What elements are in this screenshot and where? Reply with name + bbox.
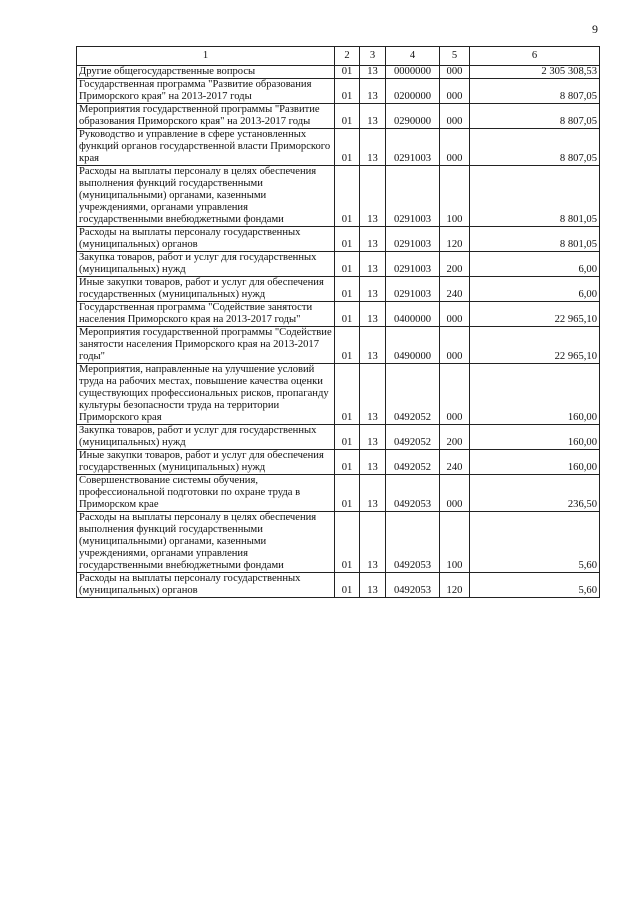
table-row [77, 425, 600, 450]
table-row [77, 66, 600, 79]
row-amount-cell: 5,60 [470, 512, 600, 573]
header-cell-csr: 4 [386, 47, 440, 66]
row-csr-cell: 0492052 [386, 364, 440, 425]
row-amount-cell: 22 965,10 [470, 302, 600, 327]
table-row [77, 364, 600, 425]
row-csr-cell: 0492053 [386, 475, 440, 512]
table-row [77, 512, 600, 573]
row-pr-cell: 13 [360, 573, 386, 598]
row-vr-cell: 000 [440, 129, 470, 166]
row-pr-cell: 13 [360, 302, 386, 327]
row-csr-cell: 0492053 [386, 573, 440, 598]
table-row [77, 475, 600, 512]
row-pr-cell: 13 [360, 104, 386, 129]
row-name-cell: Закупка товаров, работ и услуг для государственных (муниципальных) нужд [77, 252, 335, 277]
row-pr-cell: 13 [360, 166, 386, 227]
row-amount-cell: 2 305 308,53 [470, 66, 600, 79]
row-pr-cell: 13 [360, 252, 386, 277]
row-name-cell: Государственная программа "Содействие занятости населения Приморского края на 2013-2017 годы" [77, 302, 335, 327]
row-pr-cell: 13 [360, 327, 386, 364]
row-pr-cell: 13 [360, 475, 386, 512]
row-vr-cell: 240 [440, 277, 470, 302]
row-pr-cell: 13 [360, 79, 386, 104]
table-header [77, 47, 600, 66]
row-pr-cell: 13 [360, 450, 386, 475]
header-row [77, 47, 600, 66]
row-rz-cell: 01 [335, 573, 360, 598]
row-amount-cell: 8 807,05 [470, 79, 600, 104]
row-rz-cell: 01 [335, 512, 360, 573]
page-number: 9 [592, 22, 598, 36]
row-amount-cell: 8 807,05 [470, 129, 600, 166]
row-rz-cell: 01 [335, 425, 360, 450]
row-name-cell: Иные закупки товаров, работ и услуг для обеспечения государственных (муниципальных) нужд [77, 277, 335, 302]
row-rz-cell: 01 [335, 129, 360, 166]
table-row [77, 166, 600, 227]
row-rz-cell: 01 [335, 277, 360, 302]
row-vr-cell: 200 [440, 252, 470, 277]
row-csr-cell: 0400000 [386, 302, 440, 327]
header-cell-vr: 5 [440, 47, 470, 66]
row-amount-cell: 8 807,05 [470, 104, 600, 129]
header-cell-pr: 3 [360, 47, 386, 66]
row-name-cell: Мероприятия государственной программы "Содействие занятости населения Приморского края на 2013-2017 годы" [77, 327, 335, 364]
row-rz-cell: 01 [335, 450, 360, 475]
table-row [77, 252, 600, 277]
row-amount-cell: 6,00 [470, 277, 600, 302]
row-vr-cell: 000 [440, 79, 470, 104]
row-vr-cell: 000 [440, 66, 470, 79]
row-vr-cell: 120 [440, 227, 470, 252]
row-vr-cell: 000 [440, 327, 470, 364]
row-csr-cell: 0490000 [386, 327, 440, 364]
row-pr-cell: 13 [360, 364, 386, 425]
table-body [77, 66, 600, 598]
row-rz-cell: 01 [335, 327, 360, 364]
row-csr-cell: 0291003 [386, 252, 440, 277]
row-csr-cell: 0291003 [386, 277, 440, 302]
row-csr-cell: 0291003 [386, 227, 440, 252]
row-vr-cell: 120 [440, 573, 470, 598]
table-row [77, 277, 600, 302]
row-name-cell: Расходы на выплаты персоналу государственных (муниципальных) органов [77, 573, 335, 598]
table-row [77, 104, 600, 129]
row-csr-cell: 0200000 [386, 79, 440, 104]
table-row [77, 129, 600, 166]
row-vr-cell: 000 [440, 364, 470, 425]
row-vr-cell: 000 [440, 475, 470, 512]
row-vr-cell: 100 [440, 166, 470, 227]
row-csr-cell: 0291003 [386, 129, 440, 166]
row-rz-cell: 01 [335, 364, 360, 425]
row-amount-cell: 5,60 [470, 573, 600, 598]
row-csr-cell: 0492053 [386, 512, 440, 573]
header-cell-rz: 2 [335, 47, 360, 66]
table-row [77, 327, 600, 364]
row-pr-cell: 13 [360, 277, 386, 302]
row-amount-cell: 22 965,10 [470, 327, 600, 364]
table-row [77, 450, 600, 475]
row-rz-cell: 01 [335, 66, 360, 79]
row-vr-cell: 240 [440, 450, 470, 475]
row-amount-cell: 160,00 [470, 425, 600, 450]
row-csr-cell: 0492052 [386, 425, 440, 450]
header-cell-amount: 6 [470, 47, 600, 66]
budget-table [76, 46, 600, 598]
row-rz-cell: 01 [335, 252, 360, 277]
row-rz-cell: 01 [335, 475, 360, 512]
row-name-cell: Мероприятия, направленные на улучшение условий труда на рабочих местах, повышение качества оценки существующих профессиональных рисков, пропаганду культуры безопасности труда на территории Приморского края [77, 364, 335, 425]
row-pr-cell: 13 [360, 512, 386, 573]
row-vr-cell: 100 [440, 512, 470, 573]
row-pr-cell: 13 [360, 425, 386, 450]
row-pr-cell: 13 [360, 66, 386, 79]
row-amount-cell: 8 801,05 [470, 166, 600, 227]
row-name-cell: Расходы на выплаты персоналу в целях обеспечения выполнения функций государственными (муниципальными) органами, казенными учреждениями, органами управления государственными внебюджетными фондами [77, 166, 335, 227]
row-name-cell: Расходы на выплаты персоналу государственных (муниципальных) органов [77, 227, 335, 252]
table-row [77, 227, 600, 252]
row-rz-cell: 01 [335, 104, 360, 129]
row-rz-cell: 01 [335, 166, 360, 227]
row-amount-cell: 236,50 [470, 475, 600, 512]
row-name-cell: Совершенствование системы обучения, профессиональной подготовки по охране труда в Приморском крае [77, 475, 335, 512]
row-rz-cell: 01 [335, 227, 360, 252]
table-row [77, 302, 600, 327]
header-cell-name: 1 [77, 47, 335, 66]
table-row [77, 79, 600, 104]
row-name-cell: Мероприятия государственной программы "Развитие образования Приморского края" на 2013-2017 годы [77, 104, 335, 129]
row-rz-cell: 01 [335, 79, 360, 104]
row-name-cell: Расходы на выплаты персоналу в целях обеспечения выполнения функций государственными (муниципальными) органами, казенными учреждениями, органами управления государственными внебюджетными фондами [77, 512, 335, 573]
row-name-cell: Государственная программа "Развитие образования Приморского края" на 2013-2017 годы [77, 79, 335, 104]
row-vr-cell: 000 [440, 302, 470, 327]
row-csr-cell: 0291003 [386, 166, 440, 227]
row-amount-cell: 160,00 [470, 364, 600, 425]
row-name-cell: Руководство и управление в сфере установленных функций органов государственной власти Приморского края [77, 129, 335, 166]
row-name-cell: Закупка товаров, работ и услуг для государственных (муниципальных) нужд [77, 425, 335, 450]
row-amount-cell: 160,00 [470, 450, 600, 475]
row-amount-cell: 8 801,05 [470, 227, 600, 252]
row-vr-cell: 000 [440, 104, 470, 129]
row-name-cell: Иные закупки товаров, работ и услуг для обеспечения государственных (муниципальных) нужд [77, 450, 335, 475]
row-csr-cell: 0492052 [386, 450, 440, 475]
row-vr-cell: 200 [440, 425, 470, 450]
row-csr-cell: 0290000 [386, 104, 440, 129]
row-pr-cell: 13 [360, 227, 386, 252]
row-amount-cell: 6,00 [470, 252, 600, 277]
row-pr-cell: 13 [360, 129, 386, 166]
row-rz-cell: 01 [335, 302, 360, 327]
row-csr-cell: 0000000 [386, 66, 440, 79]
table-row [77, 573, 600, 598]
row-name-cell: Другие общегосударственные вопросы [77, 66, 335, 79]
